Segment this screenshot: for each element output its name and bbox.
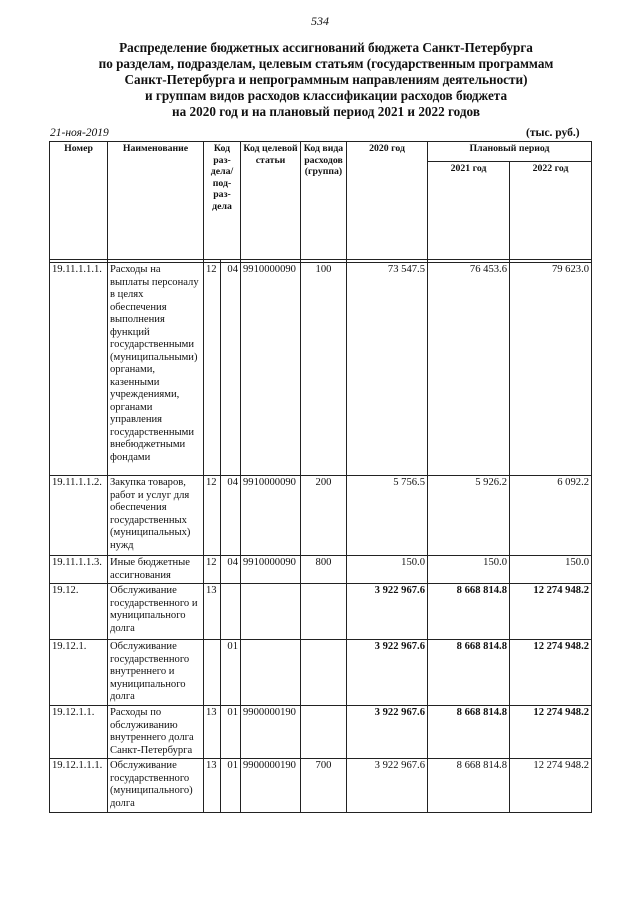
header-planned-period: Плановый период [428,142,592,162]
row-number: 19.11.1.1.3. [50,556,108,584]
row-subsection: 04 [221,263,241,476]
row-target: 9910000090 [241,263,301,476]
row-name: Иные бюджетные ассигнования [108,556,204,584]
row-2022: 79 623.0 [510,263,592,476]
row-2020: 150.0 [347,556,428,584]
row-2020: 3 922 967.6 [347,584,428,640]
header-target-code: Код целевой статьи [241,142,301,260]
row-2021: 8 668 814.8 [428,584,510,640]
row-section: 13 [204,759,221,813]
row-number: 19.11.1.1.2. [50,476,108,556]
table-row [50,556,592,584]
row-expense-type: 100 [301,263,347,476]
document-title [40,40,612,120]
title-line: Распределение бюджетных ассигнований бюджета Санкт-Петербурга [119,40,533,55]
row-name: Расходы на выплаты персоналу в целях обеспечения выполнения функций государственными (муниципальными) органами, казенными учреждениями, органами управления государственными внебюджетными фондами [108,263,204,476]
row-2020: 3 922 967.6 [347,759,428,813]
table-row [50,759,592,813]
header-section-code: Код раз-дела/ под-раз-дела [204,142,241,260]
row-expense-type [301,706,347,759]
table-row [50,476,592,556]
row-subsection: 01 [221,706,241,759]
row-name: Обслуживание государственного внутреннего и муниципального долга [108,640,204,706]
row-2021: 5 926.2 [428,476,510,556]
header-year-2020: 2020 год [347,142,428,260]
row-subsection: 04 [221,476,241,556]
header-name: Наименование [108,142,204,260]
row-section: 13 [204,706,221,759]
row-expense-type [301,640,347,706]
header-number: Номер [50,142,108,260]
row-section: 12 [204,556,221,584]
row-section: 12 [204,476,221,556]
row-2020: 3 922 967.6 [347,706,428,759]
row-target [241,584,301,640]
row-number: 19.12. [50,584,108,640]
row-target: 9910000090 [241,476,301,556]
row-number: 19.11.1.1.1. [50,263,108,476]
page-number: 534 [311,14,329,28]
row-expense-type: 800 [301,556,347,584]
row-name: Закупка товаров, работ и услуг для обеспечения государственных (муниципальных) нужд [108,476,204,556]
row-number: 19.12.1. [50,640,108,706]
row-target: 9900000190 [241,759,301,813]
row-2022: 12 274 948.2 [510,759,592,813]
title-line: на 2020 год и на плановый период 2021 и 2022 годов [172,104,480,119]
table-row [50,584,592,640]
table-row [50,640,592,706]
row-target: 9910000090 [241,556,301,584]
row-2020: 3 922 967.6 [347,640,428,706]
row-expense-type: 200 [301,476,347,556]
title-line: и группам видов расходов классификации расходов бюджета [144,88,508,103]
header-expense-type-code: Код вида расходов (группа) [301,142,347,260]
row-section: 12 [204,263,221,476]
row-2021: 8 668 814.8 [428,706,510,759]
row-2021: 150.0 [428,556,510,584]
units-label: (тыс. руб.) [526,127,580,139]
row-name: Обслуживание государственного и муниципального долга [108,584,204,640]
title-line: Санкт-Петербурга и непрограммным направлениям деятельности) [124,72,528,87]
budget-table [49,141,592,813]
row-2022: 12 274 948.2 [510,584,592,640]
row-2022: 150.0 [510,556,592,584]
row-section [204,640,221,706]
row-target [241,640,301,706]
row-subsection: 01 [221,640,241,706]
row-2020: 73 547.5 [347,263,428,476]
table-row [50,263,592,476]
row-expense-type [301,584,347,640]
document-date: 21-ноя-2019 [50,127,109,139]
row-number: 19.12.1.1. [50,706,108,759]
row-expense-type: 700 [301,759,347,813]
row-2021: 76 453.6 [428,263,510,476]
row-2020: 5 756.5 [347,476,428,556]
row-subsection: 01 [221,759,241,813]
row-number: 19.12.1.1.1. [50,759,108,813]
row-name: Расходы по обслуживанию внутреннего долга Санкт-Петербурга [108,706,204,759]
header-year-2022: 2022 год [510,162,592,260]
row-section: 13 [204,584,221,640]
table-row [50,706,592,759]
row-subsection: 04 [221,556,241,584]
title-line: по разделам, подразделам, целевым статьям (государственным программам [98,56,554,71]
row-2022: 12 274 948.2 [510,640,592,706]
row-name: Обслуживание государственного (муниципального) долга [108,759,204,813]
header-year-2021: 2021 год [428,162,510,260]
row-target: 9900000190 [241,706,301,759]
row-2022: 6 092.2 [510,476,592,556]
row-2021: 8 668 814.8 [428,640,510,706]
row-subsection [221,584,241,640]
row-2021: 8 668 814.8 [428,759,510,813]
row-2022: 12 274 948.2 [510,706,592,759]
